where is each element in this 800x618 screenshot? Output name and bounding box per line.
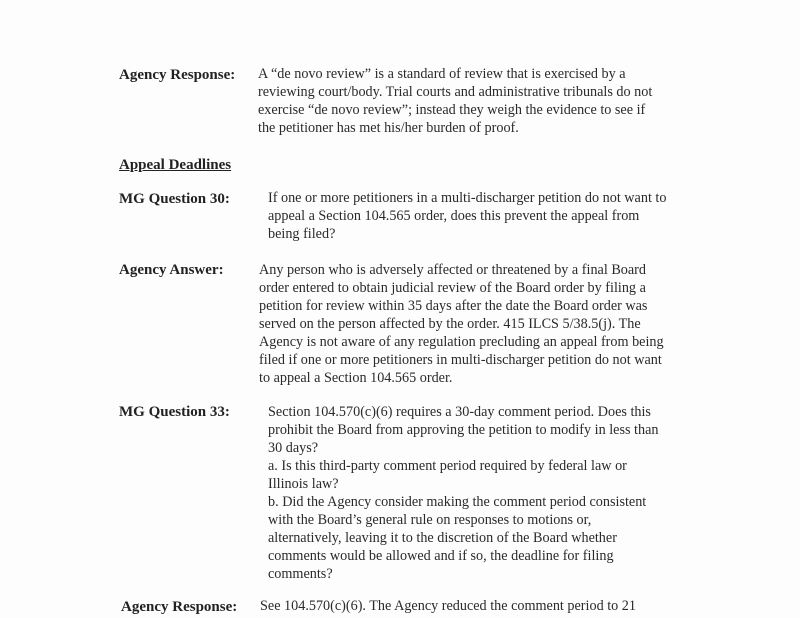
question-33-text — [268, 403, 659, 583]
question-33-label: MG Question 33: — [119, 404, 230, 420]
question-30-text — [268, 189, 666, 243]
text-line: appeal a Section 104.565 order, does this prevent the appeal from — [268, 208, 640, 224]
text-line: b. Did the Agency consider making the comment period consistent — [268, 494, 647, 510]
text-line: prohibit the Board from approving the petition to modify in less than — [268, 422, 659, 438]
text-line: Illinois law? — [268, 476, 339, 492]
text-line: served on the person affected by the order. 415 ILCS 5/38.5(j). The — [259, 316, 641, 332]
text-line: A “de novo review” is a standard of review that is exercised by a — [258, 66, 626, 82]
text-line: 30 days? — [268, 440, 319, 456]
agency-answer-label: Agency Answer: — [119, 262, 224, 278]
text-line: order entered to obtain judicial review of the Board order by filing a — [259, 280, 646, 296]
agency-answer-text — [259, 261, 664, 387]
text-line: exercise “de novo review”; instead they weigh the evidence to see if — [258, 102, 646, 118]
text-line: a. Is this third-party comment period required by federal law or — [268, 458, 627, 474]
text-line: reviewing court/body. Trial courts and administrative tribunals do not — [258, 84, 653, 100]
agency-response-2-label: Agency Response: — [121, 599, 238, 615]
text-line: being filed? — [268, 226, 336, 242]
text-line: If one or more petitioners in a multi-discharger petition do not want to — [268, 190, 667, 206]
text-line: petition for review within 35 days after the date the Board order was — [259, 298, 648, 314]
agency-response-label: Agency Response: — [119, 67, 236, 83]
question-30-label: MG Question 30: — [119, 191, 230, 207]
text-line: comments would be allowed and if so, the deadline for filing — [268, 548, 614, 564]
agency-response-2-text — [260, 597, 636, 615]
text-line: See 104.570(c)(6). The Agency reduced the comment period to 21 — [260, 598, 636, 614]
text-line: to appeal a Section 104.565 order. — [259, 370, 453, 386]
text-line: Any person who is adversely affected or threatened by a final Board — [259, 262, 646, 278]
text-line: alternatively, leaving it to the discretion of the Board whether — [268, 530, 617, 546]
text-line: with the Board’s general rule on responses to motions or, — [268, 512, 592, 528]
text-line: Agency is not aware of any regulation precluding an appeal from being — [259, 334, 664, 350]
appeal-deadlines-heading: Appeal Deadlines — [119, 157, 232, 173]
text-line: filed if one or more petitioners in multi-discharger petition do not want — [259, 352, 662, 368]
agency-response-text — [258, 65, 652, 137]
text-line: comments? — [268, 566, 333, 582]
text-line: Section 104.570(c)(6) requires a 30-day comment period. Does this — [268, 404, 651, 420]
text-line: the petitioner has met his/her burden of proof. — [258, 120, 519, 136]
